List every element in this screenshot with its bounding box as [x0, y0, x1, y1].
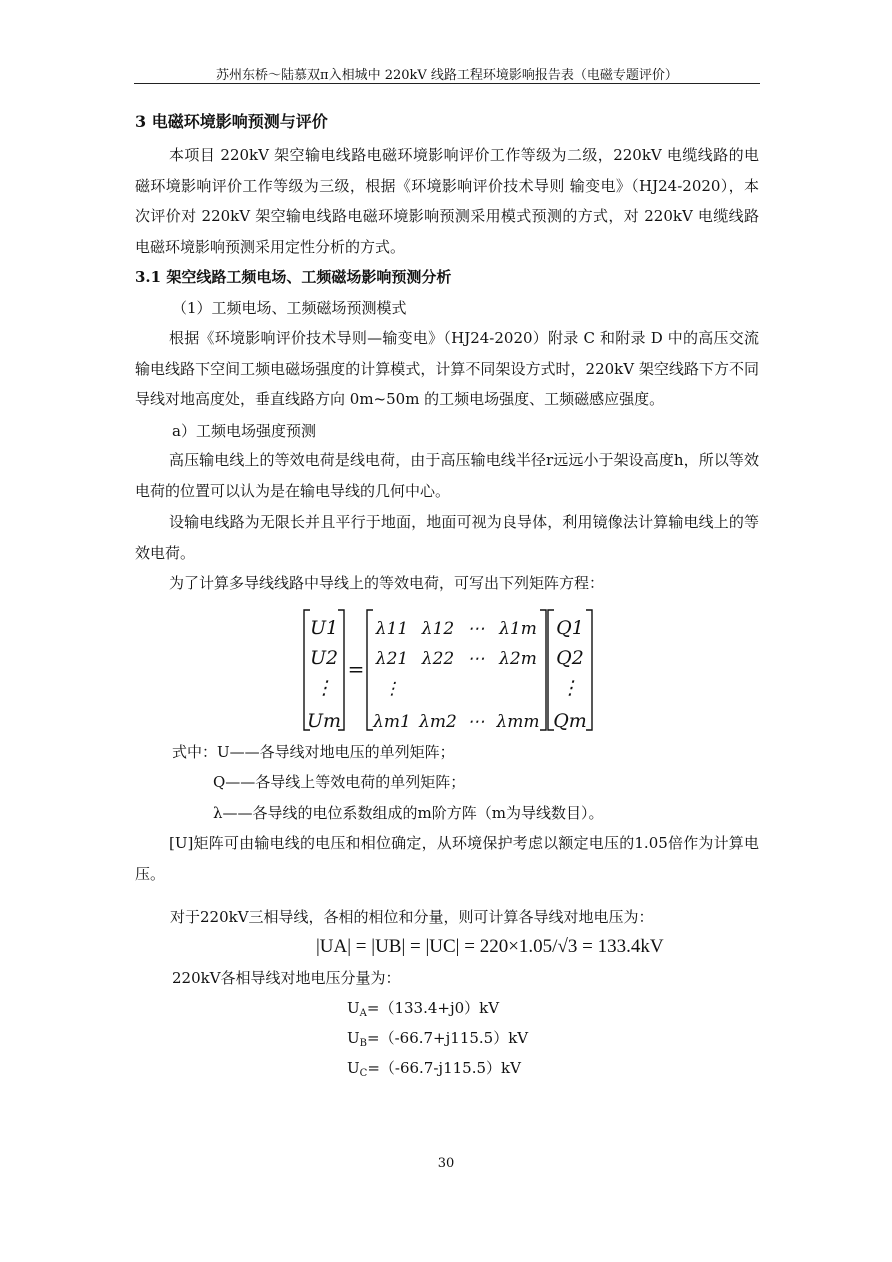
- paragraph-image-method: 设输电线路为无限长并且平行于地面，地面可视为良导体，利用镜像法计算输电线上的等效电荷。: [135, 513, 759, 562]
- phase-a-voltage: [347, 997, 499, 1019]
- phase-c-symbol: U: [347, 1059, 360, 1077]
- matrix-q-entry: ⋮: [560, 677, 580, 699]
- matrix-lambda-entry: λ12: [421, 619, 455, 639]
- voltage-equation: |UA| = |UB| = |UC| = 220×1.05/√3 = 133.4kV: [316, 936, 664, 957]
- matrix-u-entry: Um: [306, 710, 342, 732]
- matrix-equation: [300, 606, 600, 734]
- phase-c-value: =（-66.7-j115.5）kV: [367, 1059, 521, 1077]
- subsection-heading: 3.1 架空线路工频电场、工频磁场影响预测分析: [135, 268, 452, 286]
- matrix-lambda-entry: λm1: [373, 712, 411, 732]
- phase-b-subscript: B: [359, 1038, 368, 1049]
- matrix-lambda-entry: λ22: [421, 649, 455, 669]
- matrix-lambda-entry: λ11: [375, 619, 409, 639]
- intro-paragraph: 本项目 220kV 架空输电线路电磁环境影响评价工作等级为二级，220kV 电缆线路的电磁环境影响评价工作等级为三级，根据《环境影响评价技术导则 输变电》（HJ24-2020），本次评价对 220kV 架空输电线路电磁环境影响预测采用模式预测的方式，对 220kV 电缆线路电磁环境影响预测采用定性分析的方式。: [135, 146, 759, 256]
- section-heading: 3 电磁环境影响预测与评价: [135, 112, 328, 131]
- paragraph-equivalent-charge: 高压输电线上的等效电荷是线电荷，由于高压输电线半径r远远小于架设高度h，所以等效电荷的位置可以认为是在输电导线的几何中心。: [135, 451, 759, 500]
- page-number: 30: [437, 1156, 455, 1171]
- paragraph-prediction-model: 根据《环境影响评价技术导则—输变电》（HJ24-2020）附录 C 和附录 D 中的高压交流输电线路下空间工频电磁场强度的计算模式，计算不同架设方式时，220kV 架空线路下方不同导线对地高度处，垂直线路方向 0m~50m 的工频电场强度、工频磁感应强度。: [135, 329, 759, 408]
- paragraph-phase-components: 220kV各相导线对地电压分量为：: [172, 969, 401, 987]
- phase-a-subscript: A: [359, 1008, 367, 1019]
- matrix-u-entry: U2: [309, 647, 339, 669]
- matrix-lambda-entry: λ2m: [499, 649, 537, 669]
- matrix-lambda-entry: λmm: [496, 712, 540, 732]
- item-1-heading: （1）工频电场、工频磁场预测模式: [172, 299, 407, 317]
- phase-a-value: =（133.4+j0）kV: [366, 999, 500, 1017]
- matrix-u-entry: U1: [309, 617, 339, 639]
- matrix-lambda-entry: λ21: [375, 649, 409, 669]
- phase-c-voltage: [347, 1057, 521, 1079]
- phase-b-value: =（-66.7+j115.5）kV: [367, 1029, 529, 1047]
- matrix-lambda-entry: ⋯: [467, 619, 485, 639]
- equals-sign: =: [347, 657, 365, 681]
- definition-u: 式中：U——各导线对地电压的单列矩阵；: [172, 743, 455, 761]
- item-a-heading: a）工频电场强度预测: [172, 422, 316, 440]
- definition-q: Q——各导线上等效电荷的单列矩阵；: [213, 773, 466, 791]
- matrix-lambda-entry: ⋯: [467, 649, 485, 669]
- paragraph-three-phase: 对于220kV三相导线，各相的相位和分量，则可计算各导线对地电压为：: [170, 908, 654, 926]
- matrix-lambda-entry: ⋯: [467, 712, 485, 732]
- phase-b-symbol: U: [347, 1029, 360, 1047]
- definition-lambda: λ——各导线的电位系数组成的m阶方阵（m为导线数目）。: [213, 804, 604, 822]
- matrix-q-entry: Q2: [556, 647, 584, 669]
- running-header: 苏州东桥～陆慕双π入相城中 220kV 线路工程环境影响报告表（电磁专题评价）: [216, 68, 678, 83]
- matrix-lambda-entry: λ1m: [499, 619, 537, 639]
- paragraph-matrix-intro: 为了计算多导线线路中导线上的等效电荷，可写出下列矩阵方程：: [169, 574, 605, 592]
- matrix-lambda-entry: λm2: [419, 712, 457, 732]
- matrix-q-entry: Q1: [556, 617, 584, 639]
- paragraph-calculation-voltage: [U]矩阵可由输电线的电压和相位确定，从环境保护考虑以额定电压的1.05倍作为计算电压。: [135, 834, 759, 883]
- phase-c-subscript: C: [359, 1068, 368, 1079]
- header-rule: [134, 83, 760, 84]
- matrix-u-entry: ⋮: [314, 677, 334, 699]
- phase-a-symbol: U: [347, 999, 360, 1017]
- phase-b-voltage: [347, 1027, 528, 1049]
- matrix-q-entry: Qm: [553, 710, 587, 732]
- matrix-lambda-entry: ⋮: [383, 679, 401, 699]
